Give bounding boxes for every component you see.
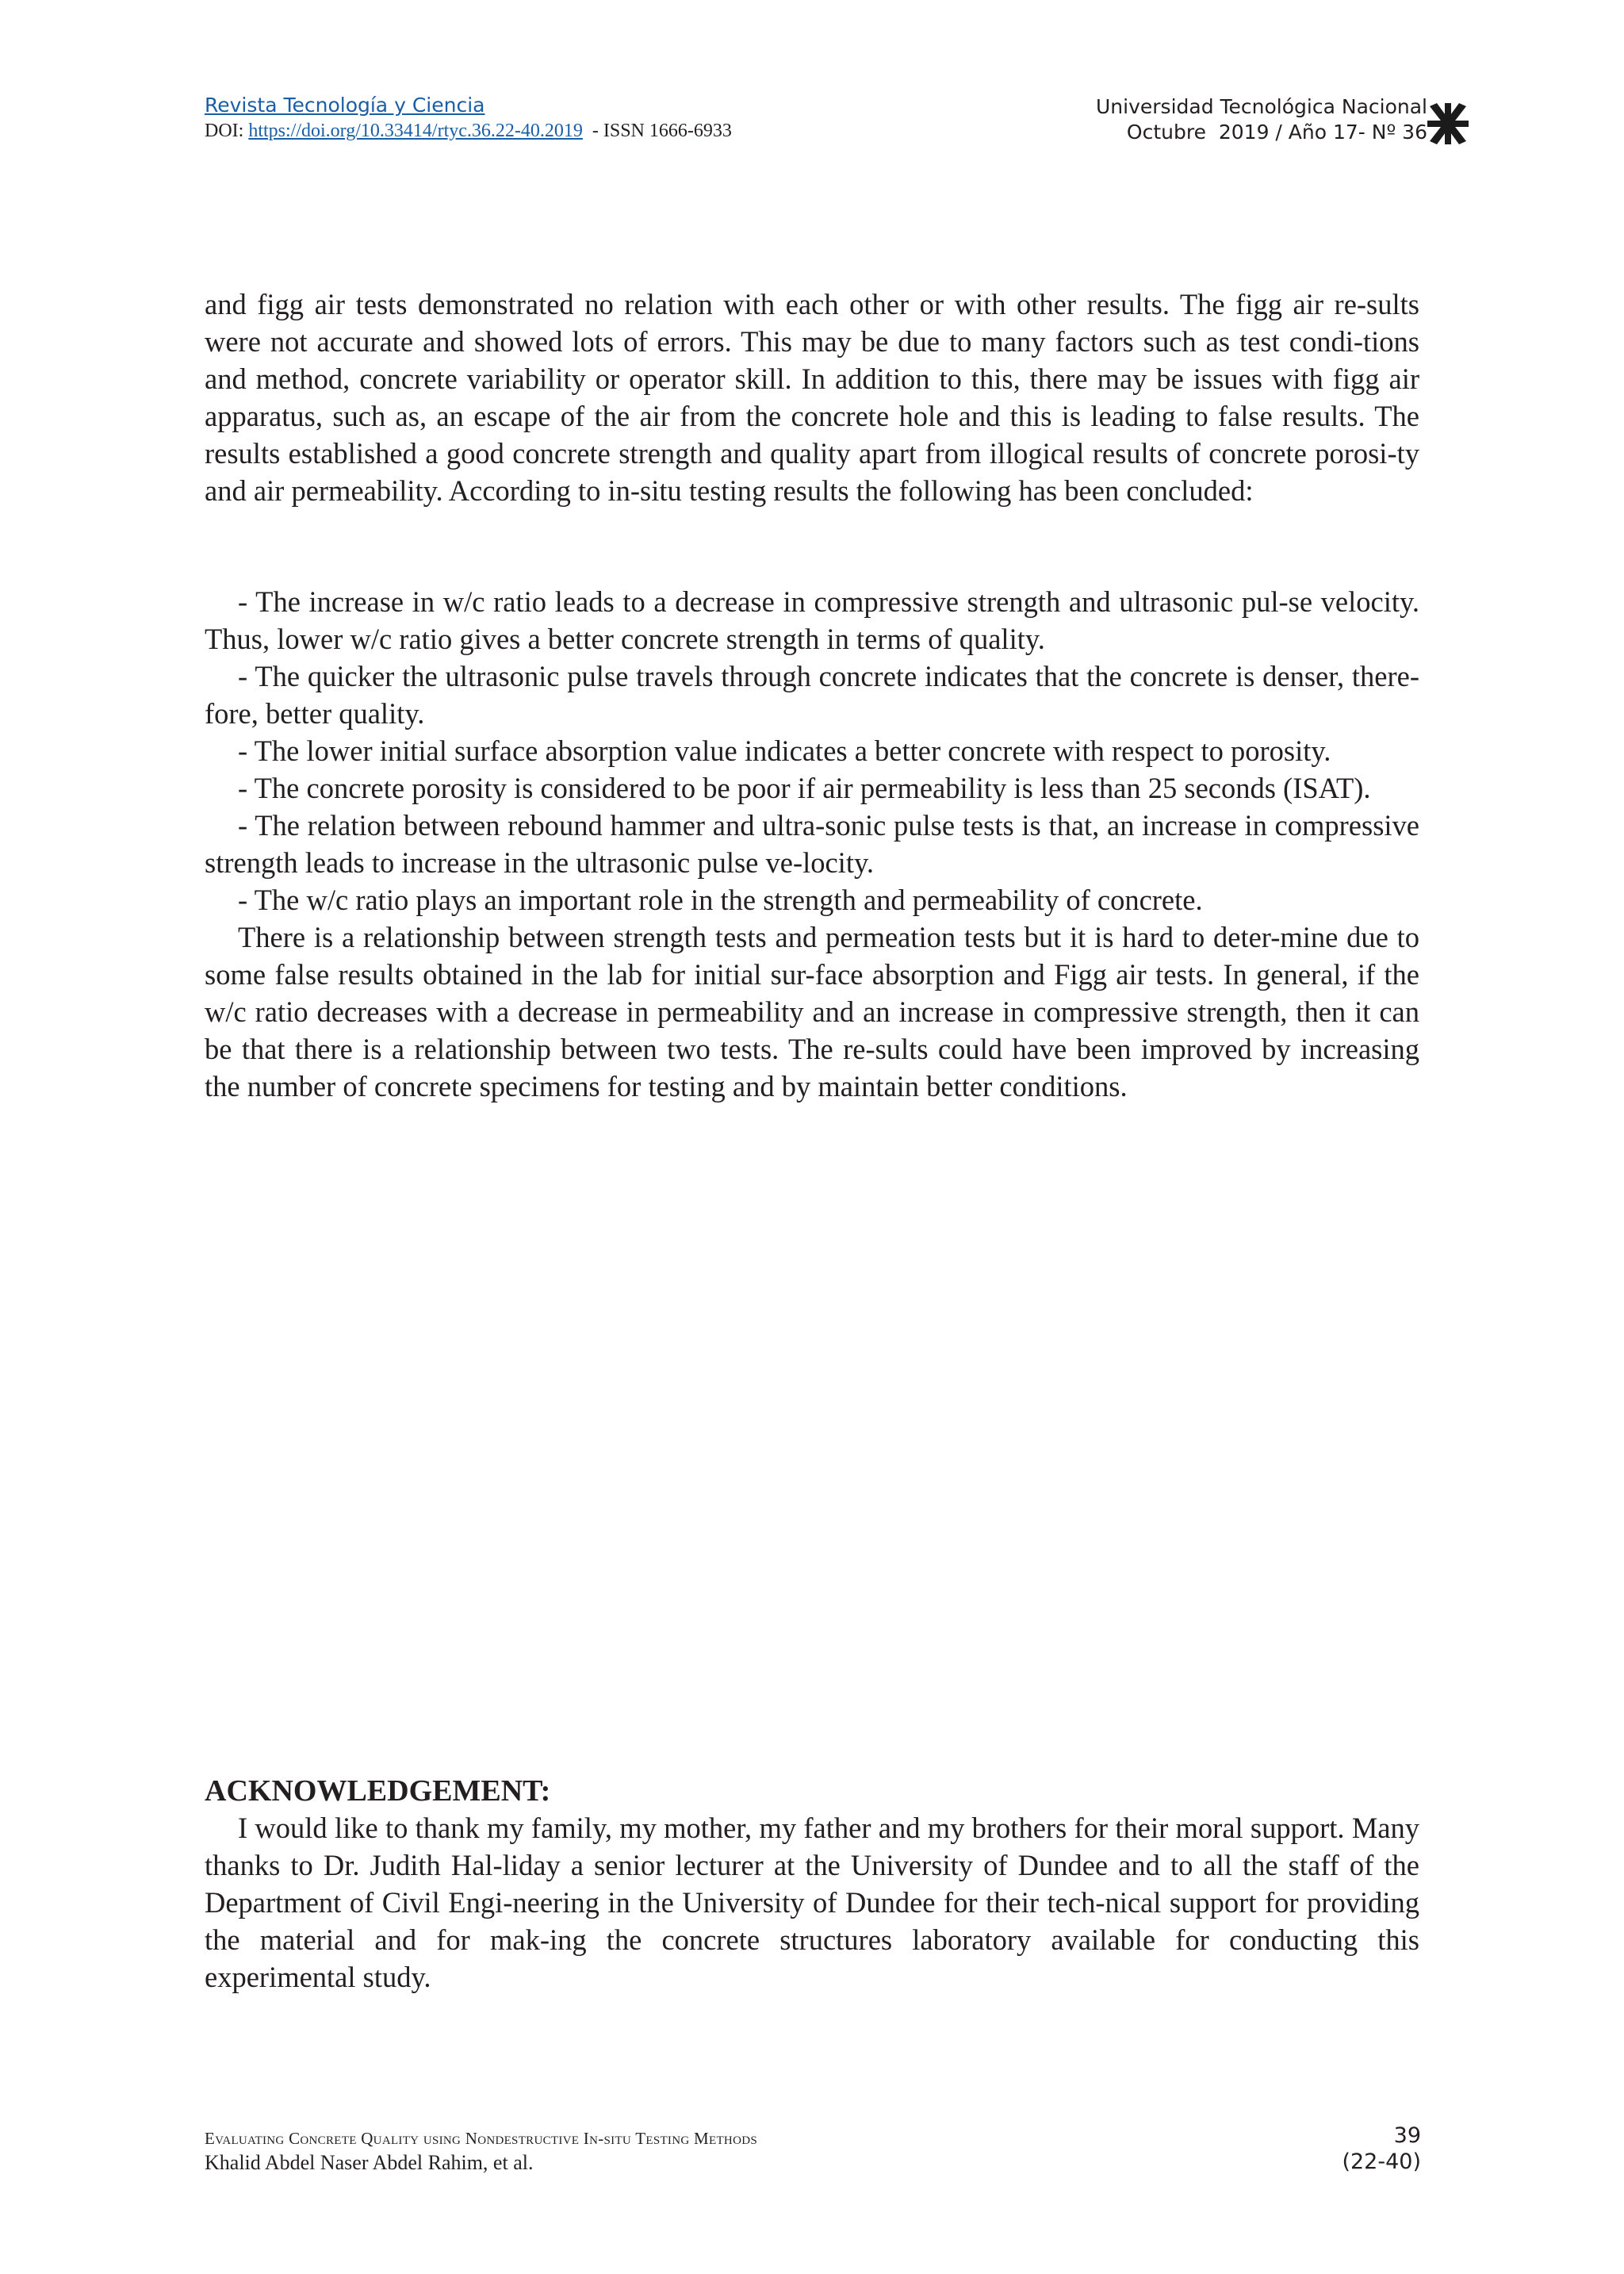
issue-info: Octubre 2019 / Año 17- Nº 36 [1126,121,1427,144]
body-paragraph: There is a relationship between strength tests and permeation tests but it is hard to deter-mine due to some false results obtained in the lab for initial sur-face absorption and Figg air tests. In general, if the w/c ratio decreases with a decrease in permeability and an increase in compressive strength, then it can be that there is a relationship between two tests. The re-sults could have been improved by increasing the number of concrete specimens for testing and by maintain better conditions. [205,921,1419,1102]
conclusion-item: - The lower initial surface absorption value indicates a better concrete with respect to porosity. [238,734,1331,767]
acknowledgement-heading: ACKNOWLEDGEMENT: [205,1774,551,1808]
conclusion-list [205,583,1419,1105]
acknowledgement-section [205,1809,1419,1996]
conclusion-item: - The concrete porosity is considered to be poor if air permeability is less than 25 seconds (ISAT). [238,772,1371,804]
journal-name-link[interactable]: Revista Tecnología y Ciencia [205,94,485,117]
issn-text: - ISSN 1666-6933 [582,121,732,141]
conclusion-paragraph [205,286,1419,509]
conclusion-item: - The quicker the ultrasonic pulse travels through concrete indicates that the concrete is denser, there-fore, better quality. [205,660,1419,730]
conclusion-item: - The increase in w/c ratio leads to a decrease in compressive strength and ultrasonic pul-se velocity. Thus, lower w/c ratio gives a better concrete strength in terms of quality. [205,585,1419,655]
page-numbering [1342,2123,1421,2175]
page-number: 39 [1393,2123,1421,2148]
university-name: Universidad Tecnológica Nacional [1096,95,1427,118]
conclusion-item: - The w/c ratio plays an important role in the strength and permeability of concrete. [238,884,1203,916]
doi-line [205,119,732,143]
doi-link[interactable]: https://doi.org/10.33414/rtyc.36.22-40.2019 [248,121,583,141]
conclusion-item: - The relation between rebound hammer and ultra-sonic pulse tests is that, an increase in compressive strength leads to increase in the ultrasonic pulse ve-locity. [205,809,1419,879]
article-title: Evaluating Concrete Quality using Nondestructive In-situ Testing Methods [205,2129,757,2148]
page-range: (22-40) [1342,2149,1421,2174]
doi-label: DOI: [205,121,249,141]
institution-header [1096,95,1427,144]
article-authors: Khalid Abdel Naser Abdel Rahim, et al. [205,2151,534,2174]
acknowledgement-paragraph: I would like to thank my family, my mother, my father and my brothers for their moral support. Many thanks to Dr. Judith Hal-liday a senior lecturer at the University of Dundee and to all the staff of the Department of Civil Engi-neering in the University of Dundee for their tech-nical support for providing the material and for mak-ing the concrete structures laboratory available for conducting this experimental study. [205,1812,1419,1993]
utn-logo-icon [1427,102,1469,146]
journal-header [205,94,732,143]
page-footer [205,2128,757,2176]
body-paragraph: and figg air tests demonstrated no relation with each other or with other results. The figg air re-sults were not accurate and showed lots of errors. This may be due to many factors such as test condi-tions and method, concrete variability or operator skill. In addition to this, there may be issues with figg air apparatus, such as, an escape of the air from the concrete hole and this is leading to false results. The results established a good concrete strength and quality apart from illogical results of concrete porosi-ty and air permeability. According to in-situ testing results the following has been concluded: [205,288,1419,507]
